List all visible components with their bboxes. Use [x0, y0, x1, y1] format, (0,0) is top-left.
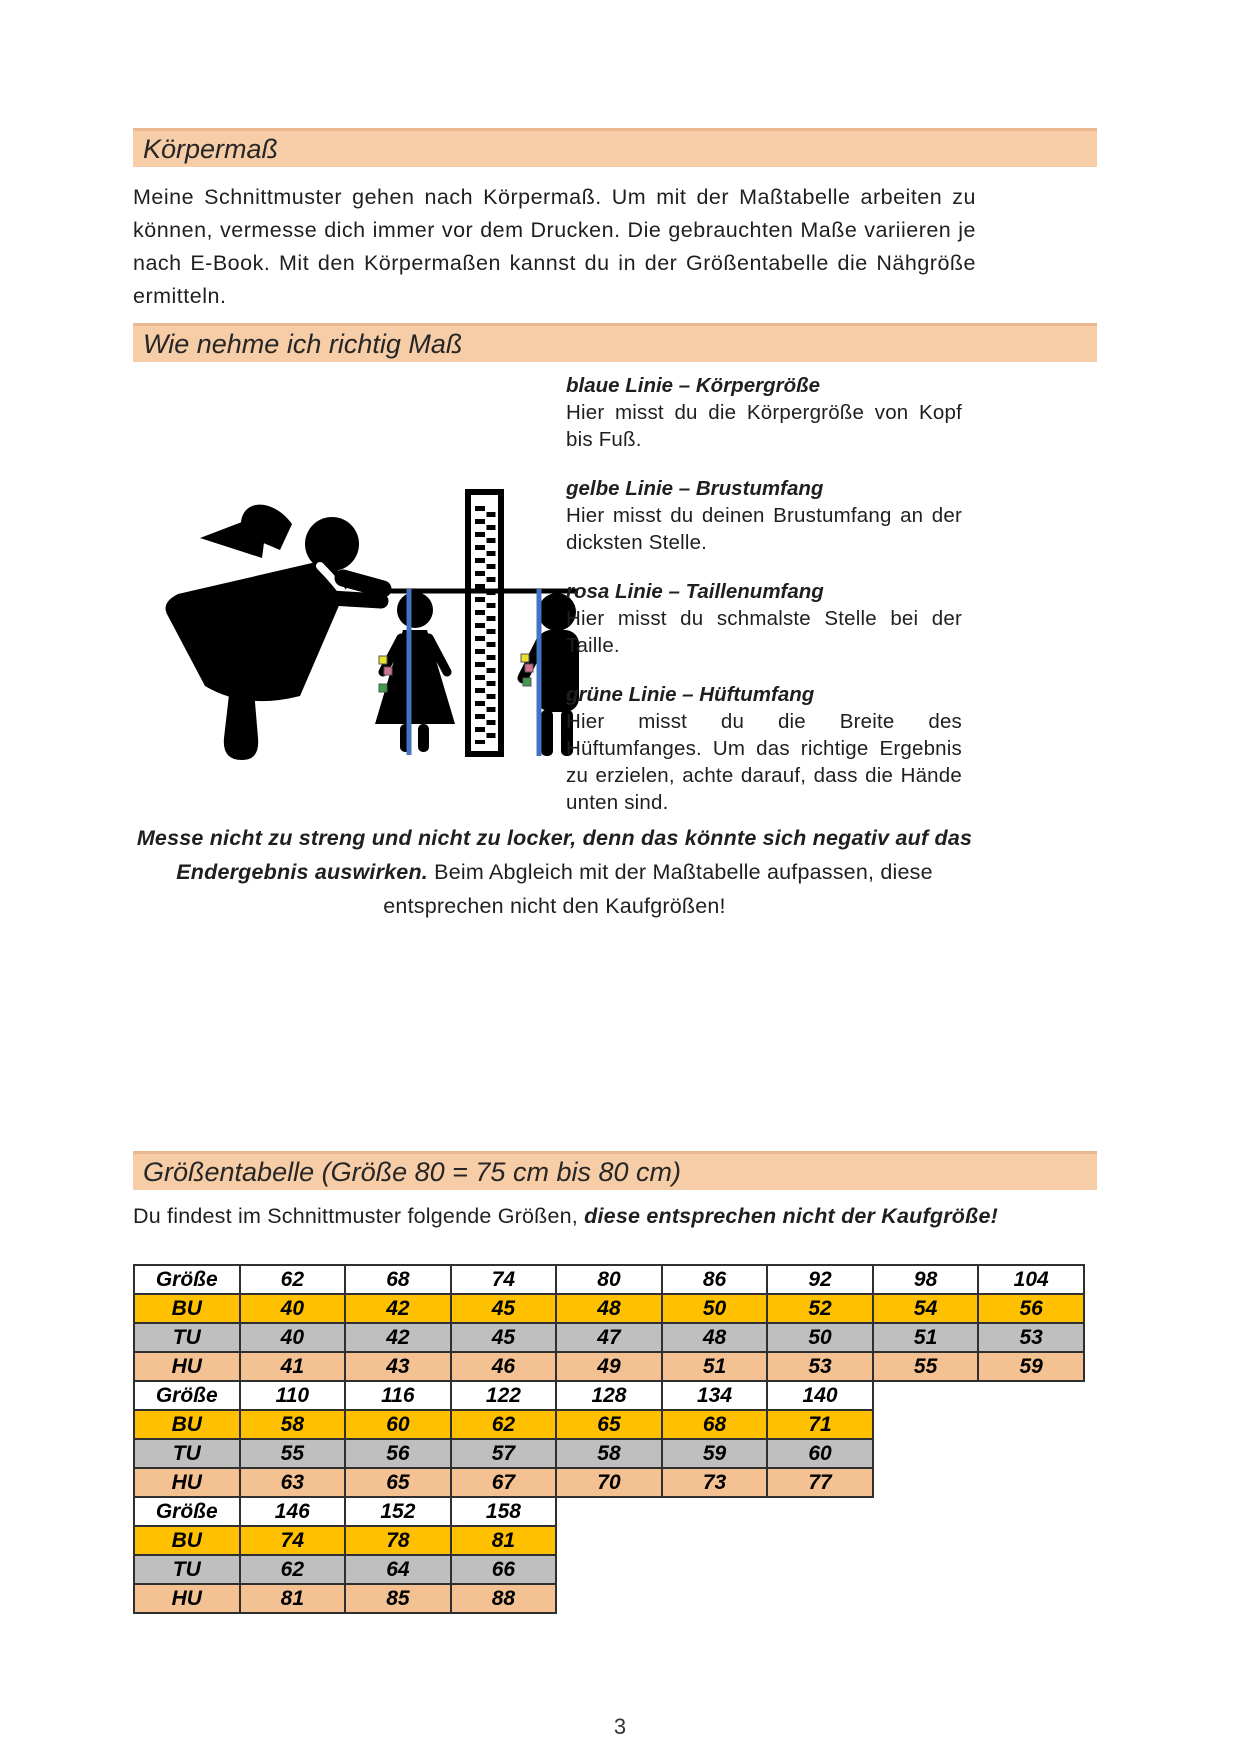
empty-cell — [873, 1584, 979, 1613]
table-row-size — [134, 1265, 1084, 1294]
empty-cell — [978, 1526, 1084, 1555]
instruction-heading: rosa Linie – Taillenumfang — [566, 580, 824, 603]
size-value-cell: 42 — [345, 1294, 451, 1323]
size-value-cell: 58 — [556, 1439, 662, 1468]
empty-cell — [767, 1584, 873, 1613]
empty-cell — [978, 1439, 1084, 1468]
row-label: BU — [134, 1526, 240, 1555]
empty-cell — [662, 1555, 768, 1584]
size-value-cell: 110 — [240, 1381, 346, 1410]
table-row-bust — [134, 1526, 1084, 1555]
size-value-cell: 81 — [451, 1526, 557, 1555]
instruction-block — [566, 578, 962, 659]
instruction-heading: gelbe Linie – Brustumfang — [566, 477, 824, 500]
intro-bold-text: diese entsprechen nicht der Kaufgröße! — [584, 1204, 998, 1228]
size-value-cell: 140 — [767, 1381, 873, 1410]
instruction-text: Hier misst du deinen Brustumfang an der dicksten Stelle. — [566, 504, 962, 554]
size-value-cell: 74 — [240, 1526, 346, 1555]
size-table — [133, 1264, 1085, 1614]
measuring-illustration — [150, 488, 585, 773]
empty-cell — [556, 1584, 662, 1613]
row-label: TU — [134, 1439, 240, 1468]
size-value-cell: 62 — [240, 1265, 346, 1294]
size-value-cell: 122 — [451, 1381, 557, 1410]
table-row-waist — [134, 1323, 1084, 1352]
size-value-cell: 152 — [345, 1497, 451, 1526]
size-value-cell: 43 — [345, 1352, 451, 1381]
instruction-block — [566, 372, 962, 453]
section-header-groessentabelle — [133, 1151, 1097, 1190]
taille-dot-icon — [525, 664, 533, 672]
size-value-cell: 68 — [345, 1265, 451, 1294]
size-value-cell: 64 — [345, 1555, 451, 1584]
empty-cell — [873, 1410, 979, 1439]
intro-regular-text: Du findest im Schnittmuster folgende Größen, — [133, 1204, 578, 1228]
empty-cell — [556, 1526, 662, 1555]
size-value-cell: 41 — [240, 1352, 346, 1381]
size-value-cell: 78 — [345, 1526, 451, 1555]
row-label: TU — [134, 1555, 240, 1584]
table-row-size — [134, 1497, 1084, 1526]
instruction-block — [566, 475, 962, 556]
size-value-cell: 50 — [662, 1294, 768, 1323]
size-value-cell: 40 — [240, 1294, 346, 1323]
size-value-cell: 128 — [556, 1381, 662, 1410]
table-row-hip — [134, 1468, 1084, 1497]
brust-dot-icon — [379, 656, 387, 664]
row-label: BU — [134, 1410, 240, 1439]
size-value-cell: 86 — [662, 1265, 768, 1294]
instruction-text: Hier misst du die Körpergröße von Kopf bis Fuß. — [566, 401, 962, 451]
section-header-messen — [133, 323, 1097, 362]
row-label: Größe — [134, 1497, 240, 1526]
row-label: HU — [134, 1584, 240, 1613]
size-value-cell: 45 — [451, 1294, 557, 1323]
woman-figure — [166, 505, 383, 760]
empty-cell — [978, 1584, 1084, 1613]
empty-cell — [873, 1468, 979, 1497]
size-value-cell: 53 — [978, 1323, 1084, 1352]
note-bold-text: Messe nicht zu streng und nicht zu locker, denn das könnte sich negativ auf das Endergebnis auswirken. — [136, 826, 973, 884]
instruction-heading: blaue Linie – Körpergröße — [566, 374, 821, 397]
empty-cell — [767, 1555, 873, 1584]
size-value-cell: 104 — [978, 1265, 1084, 1294]
size-value-cell: 42 — [345, 1323, 451, 1352]
size-value-cell: 57 — [451, 1439, 557, 1468]
size-value-cell: 63 — [240, 1468, 346, 1497]
size-value-cell: 116 — [345, 1381, 451, 1410]
size-value-cell: 55 — [240, 1439, 346, 1468]
table-row-bust — [134, 1410, 1084, 1439]
size-value-cell: 66 — [451, 1555, 557, 1584]
instruction-heading: grüne Linie – Hüftumfang — [566, 683, 815, 706]
size-value-cell: 98 — [873, 1265, 979, 1294]
size-value-cell: 134 — [662, 1381, 768, 1410]
size-value-cell: 92 — [767, 1265, 873, 1294]
table-row-waist — [134, 1555, 1084, 1584]
size-value-cell: 51 — [662, 1352, 768, 1381]
instruction-text: Hier misst du die Breite des Hüftumfanges. Um das richtige Ergebnis zu erzielen, achte darauf, dass die Hände unten sind. — [566, 710, 962, 814]
size-value-cell: 46 — [451, 1352, 557, 1381]
row-label: TU — [134, 1323, 240, 1352]
table-row-waist — [134, 1439, 1084, 1468]
section-title: Körpermaß — [143, 133, 279, 164]
huefte-dot-icon — [379, 684, 387, 692]
instruction-text: Hier misst du schmalste Stelle bei der Taille. — [566, 607, 962, 657]
table-row-hip — [134, 1584, 1084, 1613]
size-value-cell: 77 — [767, 1468, 873, 1497]
size-value-cell: 81 — [240, 1584, 346, 1613]
size-value-cell: 68 — [662, 1410, 768, 1439]
table-intro — [133, 1204, 1133, 1229]
size-value-cell: 146 — [240, 1497, 346, 1526]
size-value-cell: 54 — [873, 1294, 979, 1323]
taille-dot-icon — [384, 667, 392, 675]
size-value-cell: 62 — [240, 1555, 346, 1584]
size-value-cell: 51 — [873, 1323, 979, 1352]
size-value-cell: 70 — [556, 1468, 662, 1497]
size-value-cell: 60 — [767, 1439, 873, 1468]
size-value-cell: 73 — [662, 1468, 768, 1497]
empty-cell — [662, 1497, 768, 1526]
size-value-cell: 48 — [662, 1323, 768, 1352]
empty-cell — [873, 1497, 979, 1526]
size-value-cell: 62 — [451, 1410, 557, 1439]
empty-cell — [556, 1555, 662, 1584]
row-label: HU — [134, 1468, 240, 1497]
empty-cell — [978, 1410, 1084, 1439]
table-row-size — [134, 1381, 1084, 1410]
empty-cell — [662, 1584, 768, 1613]
size-value-cell: 71 — [767, 1410, 873, 1439]
empty-cell — [767, 1497, 873, 1526]
size-value-cell: 158 — [451, 1497, 557, 1526]
size-value-cell: 48 — [556, 1294, 662, 1323]
size-value-cell: 53 — [767, 1352, 873, 1381]
size-value-cell: 40 — [240, 1323, 346, 1352]
size-value-cell: 74 — [451, 1265, 557, 1294]
table-row-hip — [134, 1352, 1084, 1381]
size-value-cell: 59 — [662, 1439, 768, 1468]
size-value-cell: 52 — [767, 1294, 873, 1323]
size-value-cell: 59 — [978, 1352, 1084, 1381]
page-number: 3 — [613, 1714, 627, 1739]
empty-cell — [978, 1468, 1084, 1497]
empty-cell — [978, 1381, 1084, 1410]
size-value-cell: 60 — [345, 1410, 451, 1439]
empty-cell — [767, 1526, 873, 1555]
size-value-cell: 47 — [556, 1323, 662, 1352]
size-value-cell: 67 — [451, 1468, 557, 1497]
size-value-cell: 45 — [451, 1323, 557, 1352]
size-value-cell: 85 — [345, 1584, 451, 1613]
section-title: Größentabelle (Größe 80 = 75 cm bis 80 cm) — [143, 1156, 681, 1187]
huefte-dot-icon — [523, 678, 531, 686]
row-label: BU — [134, 1294, 240, 1323]
empty-cell — [873, 1526, 979, 1555]
koerpermass-paragraph: Meine Schnittmuster gehen nach Körpermaß. Um mit der Maßtabelle arbeiten zu können, vermesse dich immer vor dem Drucken. Die gebrauchten Maße variieren je nach E-Book. Mit den Körpermaßen kannst du in der Größentabelle die Nähgröße ermitteln. — [133, 185, 976, 308]
size-value-cell: 58 — [240, 1410, 346, 1439]
size-value-cell: 65 — [556, 1410, 662, 1439]
size-value-cell: 50 — [767, 1323, 873, 1352]
section-header-koerpermass — [133, 128, 1097, 167]
section-title: Wie nehme ich richtig Maß — [143, 328, 463, 359]
empty-cell — [556, 1497, 662, 1526]
brust-dot-icon — [521, 654, 529, 662]
empty-cell — [662, 1526, 768, 1555]
row-label: Größe — [134, 1265, 240, 1294]
size-value-cell: 56 — [345, 1439, 451, 1468]
instruction-block — [566, 681, 962, 816]
empty-cell — [873, 1555, 979, 1584]
size-value-cell: 80 — [556, 1265, 662, 1294]
empty-cell — [978, 1555, 1084, 1584]
size-value-cell: 49 — [556, 1352, 662, 1381]
ruler-graphic — [468, 492, 501, 754]
measurement-instructions — [566, 372, 962, 838]
row-label: HU — [134, 1352, 240, 1381]
size-table-body — [134, 1265, 1084, 1613]
size-value-cell: 55 — [873, 1352, 979, 1381]
size-value-cell: 65 — [345, 1468, 451, 1497]
note-regular-text: Beim Abgleich mit der Maßtabelle aufpassen, diese entsprechen nicht den Kaufgrößen! — [383, 860, 933, 918]
measuring-note — [133, 821, 976, 923]
empty-cell — [873, 1381, 979, 1410]
size-value-cell: 56 — [978, 1294, 1084, 1323]
empty-cell — [873, 1439, 979, 1468]
row-label: Größe — [134, 1381, 240, 1410]
table-row-bust — [134, 1294, 1084, 1323]
size-value-cell: 88 — [451, 1584, 557, 1613]
empty-cell — [978, 1497, 1084, 1526]
